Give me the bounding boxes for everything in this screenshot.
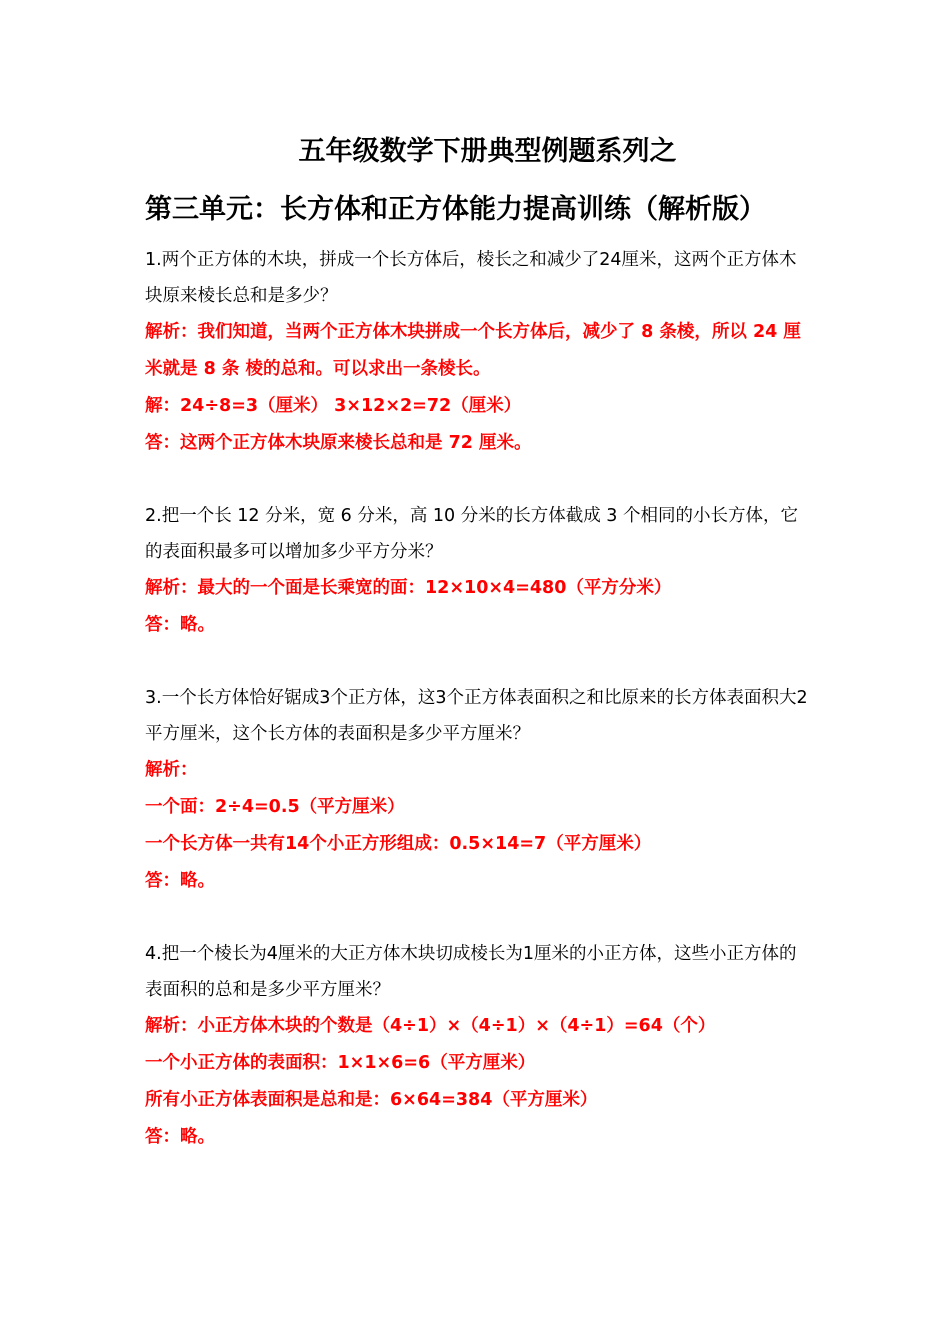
spacer: [145, 900, 810, 936]
solution-step: 一个长方体一共有14个小正方形组成：0.5×14=7（平方厘米）: [145, 834, 652, 854]
problem-question: 4.把一个棱长为4厘米的大正方体木块切成棱长为1厘米的小正方体，这些小正方体的表面积的总和是多少平方厘米？: [145, 944, 797, 1000]
spacer: [145, 644, 810, 680]
solution-analysis: 解析：: [145, 760, 198, 780]
problem-2: [145, 498, 810, 644]
problem-1: [145, 242, 810, 462]
solution-step: 一个面：2÷4=0.5（平方厘米）: [145, 797, 405, 817]
problem-4: [145, 936, 810, 1156]
solution-analysis: 解析：我们知道，当两个正方体木块拼成一个长方体后，减少了 8 条棱，所以 24 厘米就是 8 条 棱的总和。可以求出一条棱长。: [145, 322, 801, 379]
spacer: [145, 462, 810, 498]
solution-step: 所有小正方体表面积是总和是：6×64=384（平方厘米）: [145, 1090, 598, 1110]
solution-analysis: 解析：最大的一个面是长乘宽的面：12×10×4=480（平方分米）: [145, 578, 672, 598]
problem-3: [145, 680, 810, 900]
solution-answer: 答：略。: [145, 615, 215, 635]
problem-question: 3.一个长方体恰好锯成3个正方体，这3个正方体表面积之和比原来的长方体表面积大2平方厘米，这个长方体的表面积是多少平方厘米？: [145, 688, 808, 744]
page-title: 五年级数学下册典型例题系列之: [298, 136, 677, 167]
document-page: [145, 130, 810, 1156]
solution-answer: 答：略。: [145, 871, 215, 891]
solution-step: 一个小正方体的表面积：1×1×6=6（平方厘米）: [145, 1053, 536, 1073]
solution-work: 解：24÷8=3（厘米） 3×12×2=72（厘米）: [145, 396, 522, 416]
problem-question: 2.把一个长 12 分米，宽 6 分米，高 10 分米的长方体截成 3 个相同的小长方体，它的表面积最多可以增加多少平方分米？: [145, 506, 799, 562]
solution-answer: 答：略。: [145, 1127, 215, 1147]
solution-answer: 答：这两个正方体木块原来棱长总和是 72 厘米。: [145, 433, 532, 453]
page-subtitle: 第三单元：长方体和正方体能力提高训练（解析版）: [145, 194, 766, 225]
problem-question: 1.两个正方体的木块，拼成一个长方体后，棱长之和减少了24厘米，这两个正方体木块原来棱长总和是多少？: [145, 250, 797, 306]
solution-analysis: 解析：小正方体木块的个数是（4÷1）×（4÷1）×（4÷1）=64（个）: [145, 1016, 716, 1036]
